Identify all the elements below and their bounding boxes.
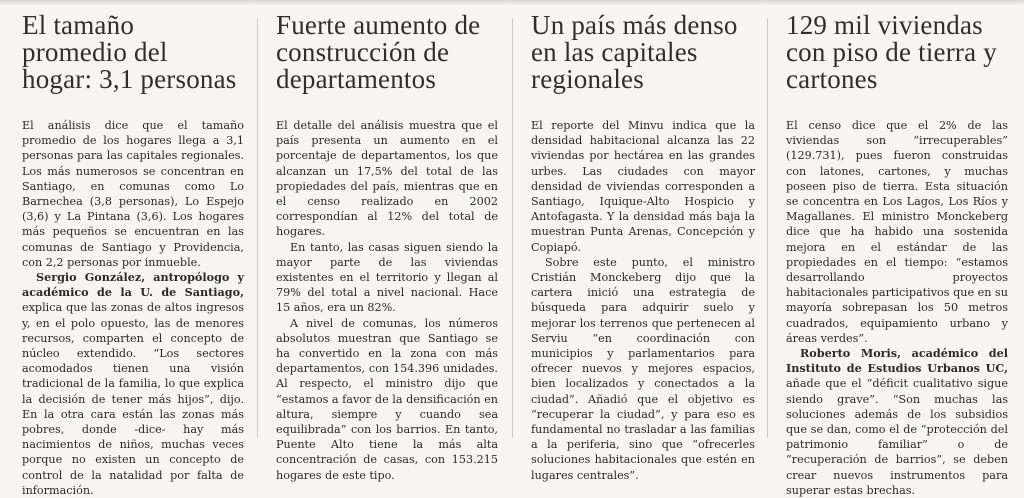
- article-household-size: [22, 10, 244, 497]
- article-irrecoverable-housing: [786, 10, 1008, 497]
- paragraph-text: añade que el “déficit cualitativo sigue siendo grave”. “Son muchas las soluciones además de los subsidios que se dan, como el de “protección del patrimonio familiar” o de “recuperación de barrios”, se deben crear nuevos instrumentos para superar estas brechas.: [786, 377, 1008, 497]
- article-paragraph: [22, 270, 244, 498]
- article-paragraph: [22, 118, 244, 270]
- paragraph-text: explica que las zonas de altos ingresos y, en el polo opuesto, las de menores recursos, comparten el concepto de núcleo extendido. “Los sectores acomodados tienen una visión tradicional de la familia, lo que explica la decisión de tener más hijos”, dijo. En la otra cara están las zonas más pobres, donde -dice- hay más nacimientos de niños, muchas veces porque no existen un concepto de control de la natalidad por falta de información.: [22, 301, 244, 497]
- article-headline: Un país más denso en las capitales regionales: [531, 10, 738, 94]
- column-divider: [257, 18, 258, 438]
- article-paragraph: [531, 118, 755, 255]
- paragraph-text: El reporte del Minvu indica que la densidad habitacional alcanza las 22 viviendas por hectárea en las grandes urbes. Las ciudades con mayor densidad de viviendas corresponden a Santiago, Iquique-Alto Hospicio y Antofagasta. Y la densidad más baja la muestran Punta Arenas, Concepción y Copiapó.: [531, 119, 755, 254]
- article-density: [531, 10, 755, 482]
- article-body: [531, 118, 755, 483]
- paragraph-text: A nivel de comunas, los números absolutos muestran que Santiago se ha convertido en la zona con más departamentos, con 154.396 unidades. Al respecto, el ministro dijo que “estamos a favor de la densificación en altura, siempre y cuando sea equilibrada” con los barrios. En tanto, Puente Alto tiene la más alta concentración de casas, con 153.215 hogares de este tipo.: [276, 316, 498, 482]
- article-apartments: [276, 10, 498, 482]
- paragraph-lead: Sergio González, antropólogo y académico de la U. de Santiago,: [22, 270, 244, 300]
- article-paragraph: [276, 316, 498, 483]
- article-body: [22, 118, 244, 498]
- paragraph-text: Sobre este punto, el ministro Cristián Monckeberg dijo que la cartera inició una estrategia de búsqueda para adquirir suelo y mejorar los terrenos que pertenecen al Serviu “en coordinación con municipios y parlamentarios para ofrecer nuevos y mejores espacios, bien localizados y conectados a la ciudad”. Añadió que el objetivo es “recuperar la ciudad”, y para eso es fundamental no trasladar a las familias a la periferia, sino que “ofrecerles soluciones habitacionales que estén en lugares centrales”.: [531, 255, 755, 482]
- column-divider: [512, 18, 513, 438]
- paragraph-text: El detalle del análisis muestra que el país presenta un aumento en el porcentaje de departamentos, los que alcanzan un 17,5% del total de las propiedades del país, mientras que en el censo realizado en 2002 correspondían al 12% del total de hogares.: [276, 119, 498, 239]
- paragraph-text: El censo dice que el 2% de las viviendas son “irrecuperables” (129.731), pues fueron construidas con latones, cartones, y muchas poseen piso de tierra. Esta situación se concentra en Los Lagos, Los Ríos y Magallanes. El ministro Monckeberg dice que ha habido una sostenida mejora en el estándar de las propiedades en el tiempo: “estamos desarrollando proyectos habitacionales participativos que en su mayoría sobrepasan los 50 metros cuadrados, equipamiento urbano y áreas verdes”.: [786, 119, 1008, 345]
- article-paragraph: [786, 346, 1008, 498]
- column-divider: [767, 18, 768, 438]
- article-headline: Fuerte aumento de construcción de departamentos: [276, 10, 481, 94]
- paragraph-text: En tanto, las casas siguen siendo la mayor parte de las viviendas existentes en el territorio y llegan al 79% del total a nivel nacional. Hace 15 años, era un 82%.: [276, 240, 498, 315]
- article-paragraph: [276, 240, 498, 316]
- article-body: [276, 118, 498, 483]
- paragraph-text: El análisis dice que el tamaño promedio de los hogares llega a 3,1 personas para las capitales regionales. Los más numerosos se concentran en Santiago, en comunas como Lo Barnechea (3,8 personas), Lo Espejo (3,6) y La Pintana (3,6). Los hogares más pequeños se encuentran en las comunas de Santiago y Providencia, con 2,2 personas por inmueble.: [22, 119, 244, 269]
- article-headline: 129 mil viviendas con piso de tierra y cartones: [786, 10, 997, 94]
- article-body: [786, 118, 1008, 498]
- paragraph-lead: Roberto Moris, académico del Instituto de Estudios Urbanos UC,: [786, 346, 1008, 376]
- article-headline: El tamaño promedio del hogar: 3,1 personas: [22, 10, 237, 94]
- top-rule: [0, 0, 1024, 5]
- article-paragraph: [276, 118, 498, 240]
- article-paragraph: [786, 118, 1008, 346]
- article-paragraph: [531, 255, 755, 483]
